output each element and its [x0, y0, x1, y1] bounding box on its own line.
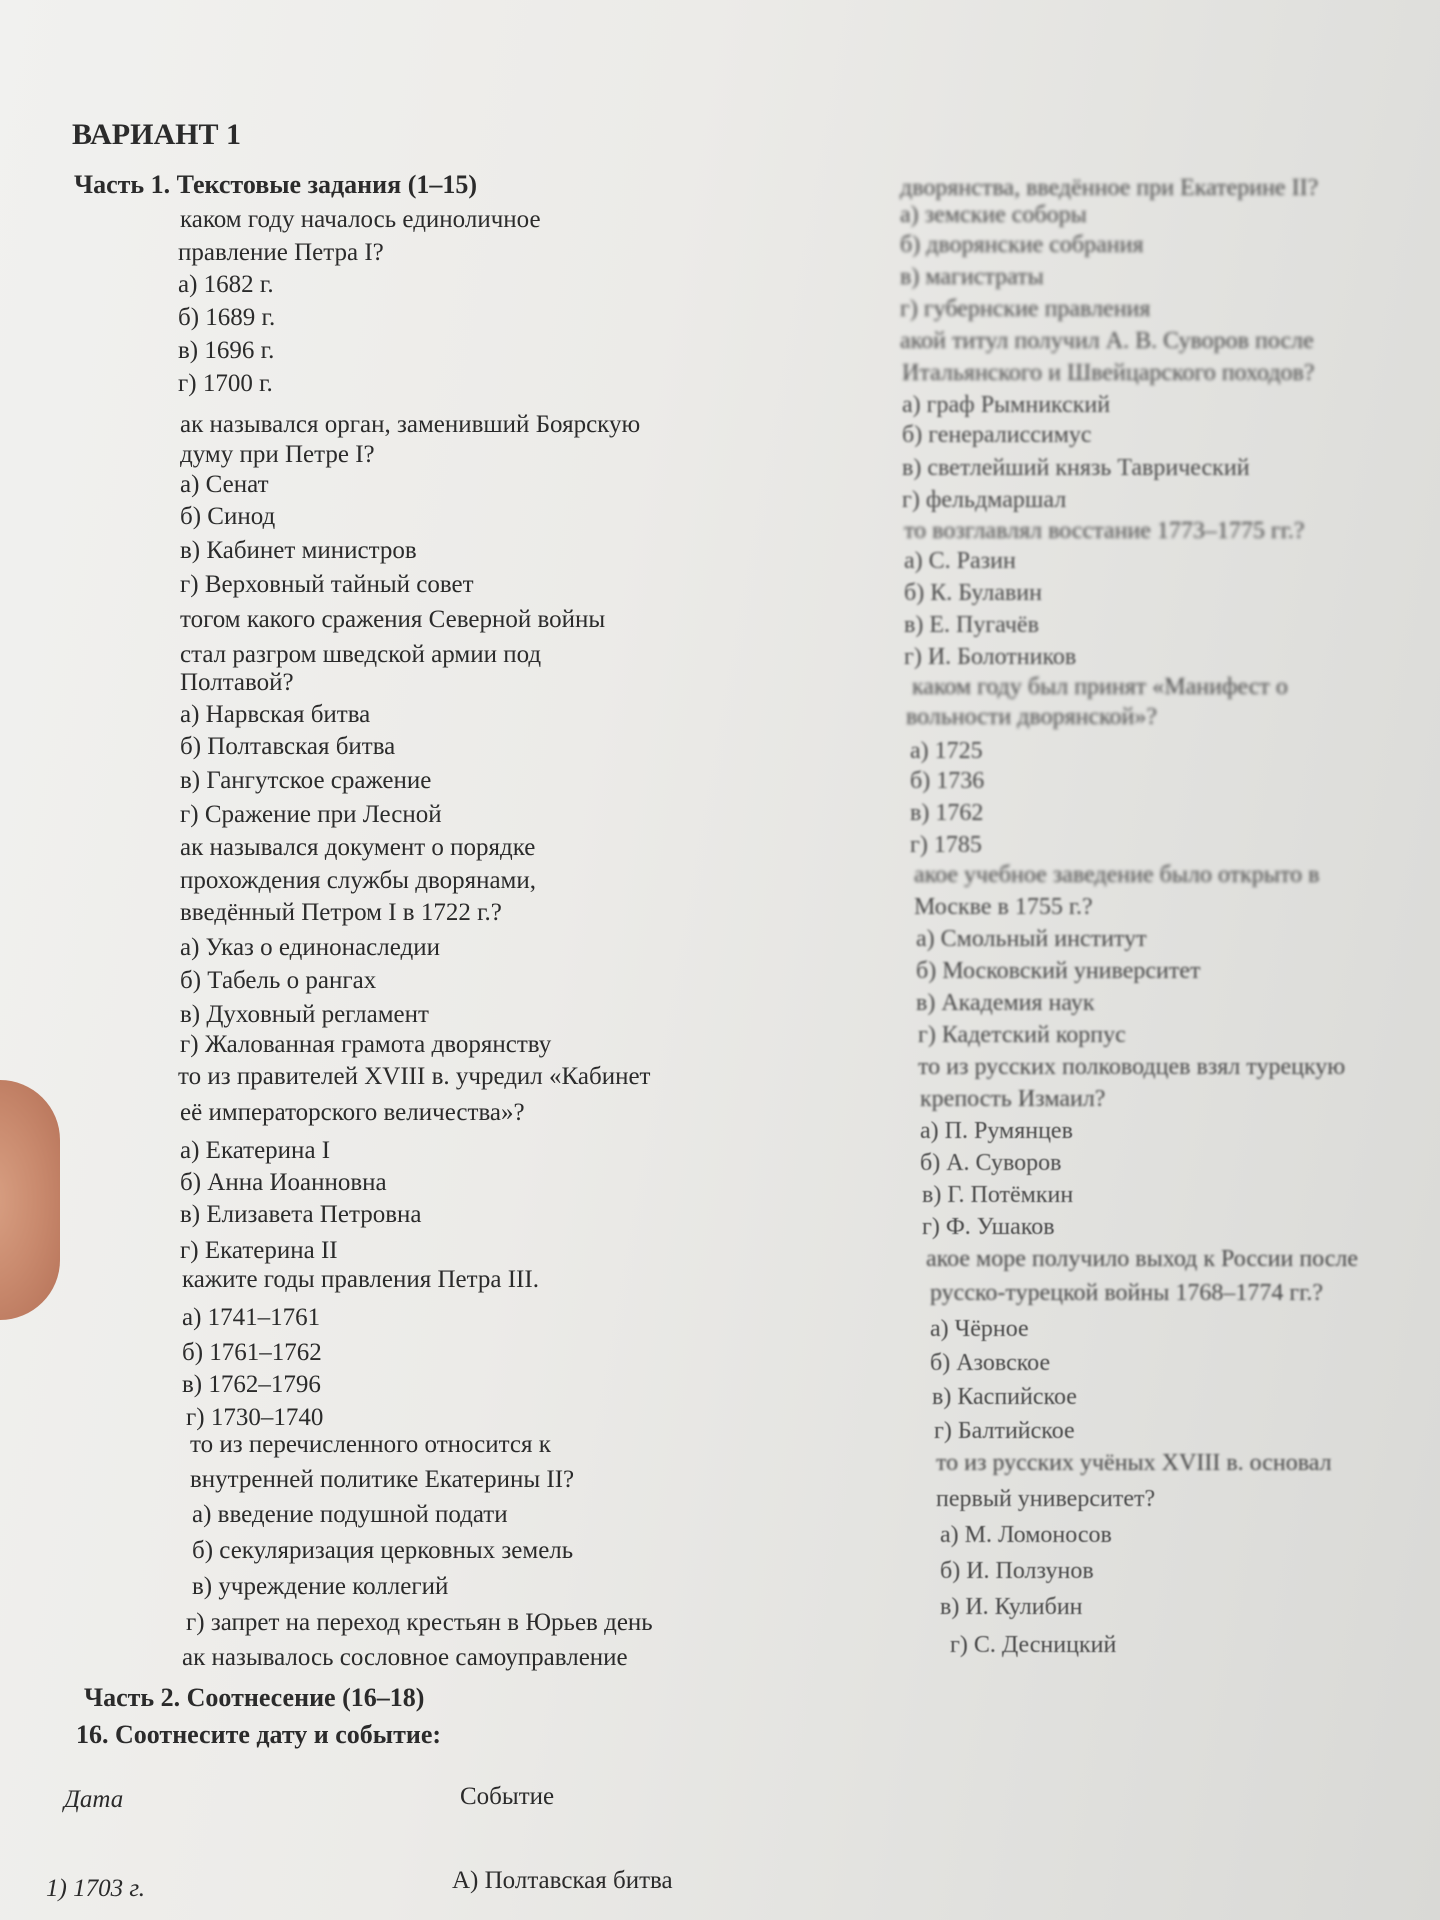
match-date-1: 1) 1703 г. — [46, 1875, 145, 1902]
right-line: Москве в 1755 г.? — [914, 894, 1093, 920]
left-line: ак называлось сословное самоуправление — [182, 1644, 628, 1671]
right-line: первый университет? — [936, 1486, 1156, 1512]
left-line: в) Духовный регламент — [180, 1001, 429, 1028]
right-line: в) И. Кулибин — [940, 1594, 1083, 1620]
left-line: г) запрет на переход крестьян в Юрьев день — [186, 1609, 653, 1636]
right-line: а) С. Разин — [904, 548, 1016, 574]
right-line: б) дворянские собрания — [900, 232, 1144, 258]
right-line: крепость Измаил? — [920, 1086, 1106, 1112]
right-line: б) Азовское — [930, 1350, 1051, 1376]
left-line: г) Сражение при Лесной — [180, 801, 442, 828]
left-line: кажите годы правления Петра III. — [182, 1266, 539, 1293]
right-line: в) 1762 — [910, 800, 984, 826]
right-line: то возглавлял восстание 1773–1775 гг.? — [904, 518, 1305, 544]
left-line: а) Указ о единонаследии — [180, 934, 440, 961]
right-line: в) Г. Потёмкин — [922, 1182, 1074, 1208]
right-line: в) светлейший князь Таврический — [902, 455, 1250, 481]
part2-title: Часть 2. Соотнесение (16–18) — [84, 1683, 425, 1712]
right-line: б) И. Ползунов — [940, 1558, 1094, 1584]
right-line: а) 1725 — [910, 738, 983, 764]
left-line: б) Анна Иоанновна — [180, 1169, 387, 1196]
right-line: г) губернские правления — [900, 296, 1151, 322]
left-line: б) 1761–1762 — [182, 1339, 322, 1366]
left-line: её императорского величества»? — [180, 1099, 525, 1126]
page-title: ВАРИАНТ 1 — [72, 118, 241, 151]
left-line: б) Полтавская битва — [180, 733, 396, 760]
left-line: а) Нарвская битва — [180, 701, 371, 728]
left-line: то из перечисленного относится к — [190, 1431, 551, 1458]
left-line: введённый Петром I в 1722 г.? — [180, 899, 502, 926]
right-line: г) С. Десницкий — [950, 1632, 1117, 1658]
right-line: а) земские соборы — [900, 202, 1087, 228]
right-line: б) А. Суворов — [920, 1150, 1062, 1176]
match-event-a: А) Полтавская битва — [452, 1867, 673, 1894]
left-line: б) секуляризация церковных земель — [192, 1537, 574, 1564]
left-line: а) введение подушной подати — [192, 1501, 508, 1528]
right-line: г) И. Болотников — [904, 644, 1077, 670]
left-line: ак назывался орган, заменивший Боярскую — [180, 411, 641, 438]
right-line: русско-турецкой войны 1768–1774 гг.? — [930, 1280, 1323, 1306]
right-line: а) Смольный институт — [916, 926, 1147, 952]
right-line: каком году был принят «Манифест о — [912, 674, 1288, 700]
right-line: а) П. Румянцев — [920, 1118, 1073, 1144]
left-line: Полтавой? — [180, 669, 294, 696]
left-line: в) Елизавета Петровна — [180, 1201, 422, 1228]
left-line: думу при Петре I? — [180, 441, 375, 468]
column-header-event: Событие — [460, 1783, 555, 1810]
left-line: г) Жалованная грамота дворянству — [180, 1031, 552, 1058]
left-line: стал разгром шведской армии под — [180, 641, 542, 668]
right-line: акой титул получил А. В. Суворов после — [900, 328, 1314, 354]
left-line: каком году началось единоличное — [180, 206, 541, 233]
right-line: акое учебное заведение было открыто в — [914, 862, 1320, 888]
right-line: в) Академия наук — [916, 990, 1095, 1016]
right-line: акое море получило выход к России после — [926, 1246, 1359, 1272]
right-line: б) генералиссимус — [902, 422, 1092, 448]
left-line: б) Синод — [180, 503, 276, 530]
left-line: в) Гангутское сражение — [180, 767, 432, 794]
left-line: а) Екатерина I — [180, 1137, 331, 1164]
left-line: б) Табель о рангах — [180, 967, 377, 994]
right-line: г) 1785 — [910, 832, 982, 858]
left-line: г) Верховный тайный совет — [180, 571, 474, 598]
right-line: вольности дворянской»? — [906, 704, 1158, 730]
left-line: правление Петра I? — [178, 239, 384, 266]
right-line: г) Ф. Ушаков — [922, 1214, 1055, 1240]
right-line: а) М. Ломоносов — [940, 1522, 1112, 1548]
right-line: г) фельдмаршал — [902, 487, 1067, 513]
column-header-date: Дата — [64, 1786, 124, 1813]
left-line: г) 1700 г. — [178, 370, 273, 397]
left-line: внутренней политике Екатерины II? — [190, 1466, 575, 1493]
left-line: прохождения службы дворянами, — [180, 867, 537, 894]
right-line: дворянства, введённое при Екатерине II? — [900, 175, 1319, 201]
right-line: в) Каспийское — [932, 1384, 1077, 1410]
left-line: а) 1682 г. — [178, 271, 274, 298]
left-line: в) учреждение коллегий — [192, 1573, 449, 1600]
left-line: ак назывался документ о порядке — [180, 834, 536, 861]
right-line: г) Кадетский корпус — [918, 1022, 1126, 1048]
left-line: б) 1689 г. — [178, 304, 276, 331]
right-line: б) 1736 — [910, 768, 985, 794]
holding-thumb — [0, 1080, 60, 1320]
left-line: а) 1741–1761 — [182, 1304, 321, 1331]
right-line: в) магистраты — [900, 264, 1044, 290]
right-line: б) Московский университет — [916, 958, 1201, 984]
question-16: 16. Соотнесите дату и событие: — [76, 1720, 442, 1749]
part1-title: Часть 1. Текстовые задания (1–15) — [74, 170, 478, 199]
right-line: то из русских полководцев взял турецкую — [918, 1054, 1346, 1080]
right-line: а) Чёрное — [930, 1316, 1029, 1342]
left-line: в) Кабинет министров — [180, 537, 417, 564]
left-line: в) 1696 г. — [178, 337, 275, 364]
left-line: то из правителей XVIII в. учредил «Кабинет — [178, 1063, 651, 1090]
right-line: а) граф Рымникский — [902, 392, 1111, 418]
left-line: г) 1730–1740 — [186, 1404, 324, 1431]
right-line: в) Е. Пугачёв — [904, 612, 1039, 638]
left-line: а) Сенат — [180, 471, 269, 498]
left-line: г) Екатерина II — [180, 1237, 338, 1264]
right-line: г) Балтийское — [934, 1418, 1075, 1444]
left-line: тогом какого сражения Северной войны — [180, 606, 606, 633]
right-line: то из русских учёных XVIII в. основал — [936, 1450, 1332, 1476]
left-line: в) 1762–1796 — [182, 1371, 321, 1398]
right-line: б) К. Булавин — [904, 580, 1042, 606]
right-line: Итальянского и Швейцарского походов? — [902, 360, 1315, 386]
